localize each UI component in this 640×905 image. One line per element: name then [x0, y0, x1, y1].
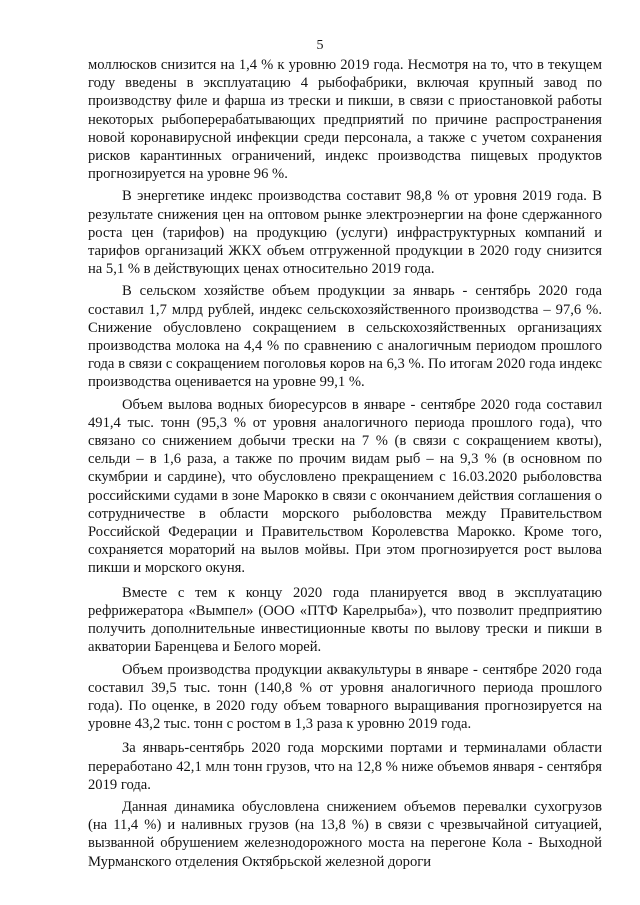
paragraph-energy: В энергетике индекс производства составит 98,8 % от уровня 2019 года. В результате снижения цен на оптовом рынке электроэнергии на фоне сдержанного роста цен (тарифов) на продукцию (услуги) инфраструктурных компаний и тарифов организаций ЖКХ объем отгруженной продукции в 2020 году снизится на 5,1 % в действующих ценах относительно 2019 года. — [88, 188, 602, 278]
paragraph-food-industry: моллюсков снизится на 1,4 % к уровню 2019 года. Несмотря на то, что в текущем году введены в эксплуатацию 4 рыбофабрики, включая крупный завод по производству филе и фарша из трески и пикши, в связи с приостановкой работы некоторых рыбоперерабатывающих предприятий по причине распространения новой коронавирусной инфекции среди персонала, а также с учетом сохранения рисков карантинных ограничений, индекс производства пищевых продуктов прогнозируется на уровне 96 %. — [88, 57, 602, 183]
paragraph-aquaculture: Объем производства продукции аквакультуры в январе - сентябре 2020 года составил 39,5 тыс. тонн (140,8 % от уровня аналогичного периода прошлого года). По оценке, в 2020 году объем товарного выращивания прогнозируется на уровне 43,2 тыс. тонн с ростом в 1,3 раза к уровню 2019 года. — [88, 661, 602, 733]
paragraph-fishing-catch: Объем вылова водных биоресурсов в январе - сентябре 2020 года составил 491,4 тыс. тонн (95,3 % от уровня аналогичного периода прошлого года), что связано со снижением добычи трески на 7 % (в связи с сокращением квоты), сельди – в 1,6 раза, а также по прочим видам рыб – на 9,3 % (в основном по скумбрии и сардине), что обусловлено прекращением с 16.03.2020 рыболовства российскими судами в зоне Марокко в связи с окончанием действия соглашения о сотрудничестве в области морского рыболовства между Правительством Российской Федерации и Правительством Королевства Марокко. Кроме того, сохраняется мораторий на вылов мойвы. При этом прогнозируется рост вылова пикши и морского окуня. — [88, 396, 602, 577]
paragraph-cargo-dynamics: Данная динамика обусловлена снижением объемов перевалки сухогрузов (на 11,4 %) и наливных грузов (на 13,8 %) в связи с чрезвычайной ситуацией, вызванной обрушением железнодорожного моста на перегоне Кола - Выходной Мурманского отделения Октябрьской железной дороги — [88, 798, 602, 870]
document-body — [88, 56, 602, 875]
paragraph-agriculture: В сельском хозяйстве объем продукции за январь - сентябрь 2020 года составил 1,7 млрд рублей, индекс сельскохозяйственного производства – 97,6 %. Снижение обусловлено сокращением в сельскохозяйственных организациях производства молока на 4,4 % по сравнению с аналогичным периодом прошлого года в связи с сокращением поголовья коров на 6,3 %. По итогам 2020 года индекс производства оценивается на уровне 99,1 %. — [88, 283, 602, 391]
paragraph-refrigerator-vessel: Вместе с тем к концу 2020 года планируется ввод в эксплуатацию рефрижератора «Вымпел» (ООО «ПТФ Карелрыба»), что позволит предприятию получить дополнительные инвестиционные квоты по вылову трески и пикши в акватории Баренцева и Белого морей. — [88, 584, 602, 656]
paragraph-ports-cargo: За январь-сентябрь 2020 года морскими портами и терминалами области переработано 42,1 млн тонн грузов, что на 12,8 % ниже объемов января - сентября 2019 года. — [88, 740, 602, 793]
page-number: 5 — [316, 38, 324, 53]
